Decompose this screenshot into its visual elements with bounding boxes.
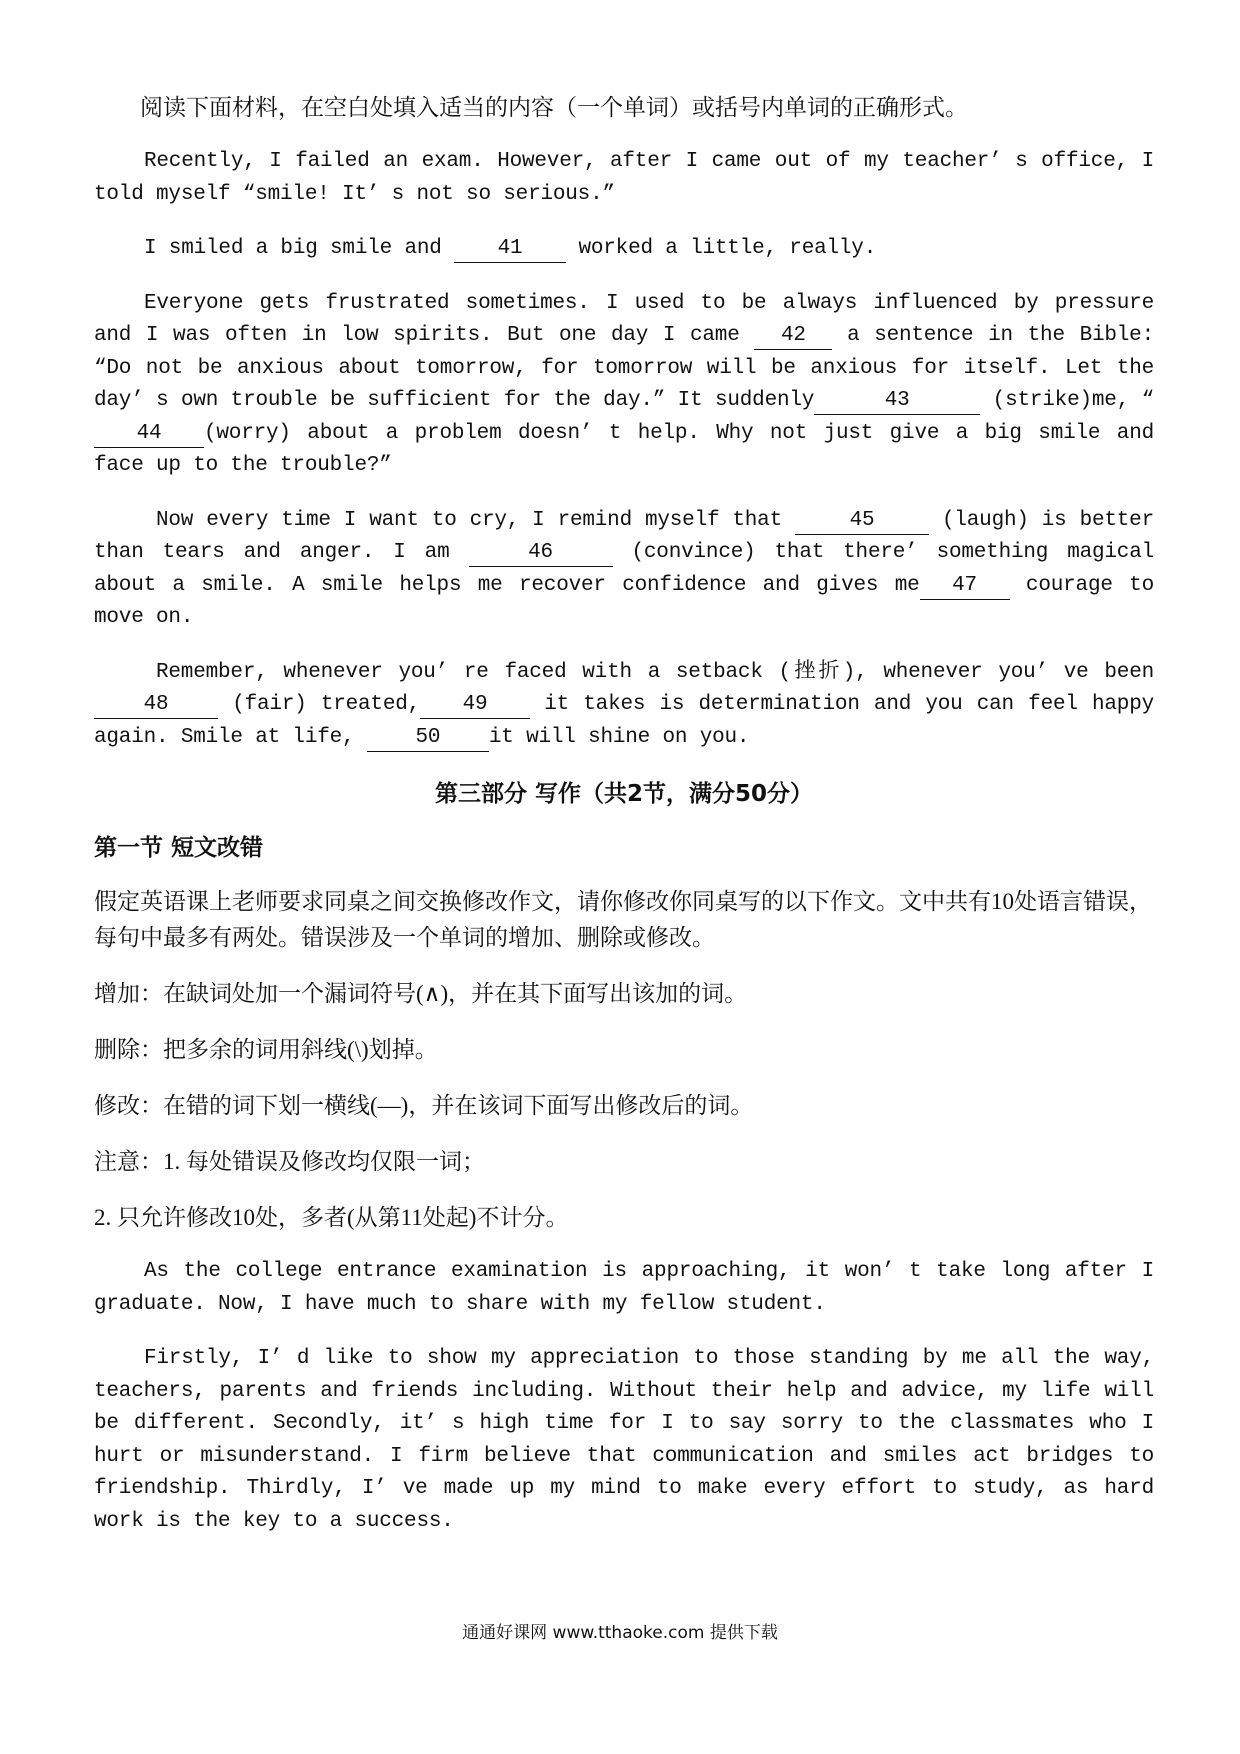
essay-paragraph-2: Firstly, I’ d like to show my appreciation to those standing by me all the way, teachers, parents and friends including. Without their help and advice, my life will be different. Secondly, it’ s high time for I to say sorry to the classmates who I hurt or misunderstand. I firm believe that communication and smiles act bridges to friendship. Thirdly, I’ ve made up my mind to make every effort to study, as hard work is the key to a success. bbox=[94, 1347, 1154, 1533]
text-segment: Everyone gets frustrated sometimes. I used to be always influenced by pressure and I was often in low spirits. But one day I came bbox=[94, 291, 1154, 347]
passage-paragraph-1: Recently, I failed an exam. However, after I came out of my teacher’ s office, I told myself “smile! It’ s not so serious.” bbox=[94, 150, 1154, 206]
text-segment: (convince) that there’ something magical about a smile. A smile helps me recover confidence and gives me bbox=[94, 541, 1155, 597]
text-segment: courage to move on. bbox=[94, 573, 1154, 629]
passage-paragraph-5 bbox=[94, 657, 1154, 755]
text-segment: (worry) about a problem doesn’ t help. Why not just give a big smile and face up to the trouble?” bbox=[94, 421, 1154, 477]
note-1: 注意：1. 每处错误及修改均仅限一词； bbox=[94, 1149, 485, 1174]
passage-paragraph-2 bbox=[94, 233, 1154, 266]
instruction: 阅读下面材料，在空白处填入适当的内容（一个单词）或括号内单词的正确形式。 bbox=[140, 95, 968, 120]
passage-paragraph-3 bbox=[94, 288, 1154, 483]
correction-intro: 假定英语课上老师要求同桌之间交换修改作文，请你修改你同桌写的以下作文。文中共有10处语言错误，每句中最多有两处。错误涉及一个单词的增加、删除或修改。 bbox=[94, 889, 1152, 950]
document-body bbox=[94, 90, 1154, 1538]
blank-49[interactable]: 49 bbox=[420, 692, 530, 719]
text-segment: worked a little, really. bbox=[566, 237, 877, 260]
rule-modify: 修改：在错的词下划一横线(—)，并在该词下面写出修改后的词。 bbox=[94, 1093, 754, 1118]
page-footer: 通通好课网 www.tthaoke.com 提供下载 bbox=[462, 1623, 778, 1643]
section-title: 第一节 短文改错 bbox=[94, 835, 264, 861]
text-segment: it takes is determination and you can feel happy again. Smile at life, bbox=[94, 693, 1154, 749]
blank-48[interactable]: 48 bbox=[94, 692, 218, 719]
blank-46[interactable]: 46 bbox=[469, 540, 613, 567]
text-segment: it will shine on you. bbox=[488, 725, 750, 749]
blank-43[interactable]: 43 bbox=[814, 388, 980, 415]
text-segment: I smiled a big smile and bbox=[144, 237, 455, 260]
text-segment: Remember, whenever you’ re faced with a setback (挫折), whenever you’ ve been bbox=[156, 660, 1154, 684]
blank-44[interactable]: 44 bbox=[94, 421, 204, 448]
text-segment: (fair) treated, bbox=[218, 693, 421, 716]
blank-45[interactable]: 45 bbox=[795, 508, 929, 535]
text-segment: a sentence in the Bible: “Do not be anxious about tomorrow, for tomorrow will be anxious for itself. Let the day’ s own trouble be sufficient for the day.” It suddenly bbox=[94, 324, 1154, 412]
rule-delete: 删除：把多余的词用斜线(\)划掉。 bbox=[94, 1037, 438, 1062]
essay-paragraph-1: As the college entrance examination is approaching, it won’ t take long after I graduate. Now, I have much to share with my fellow student. bbox=[94, 1260, 1154, 1316]
note-2: 2. 只允许修改10处，多者(从第11处起)不计分。 bbox=[94, 1205, 569, 1230]
text-segment: (strike)me, “ bbox=[980, 389, 1154, 412]
part3-title: 第三部分 写作（共2节，满分50分） bbox=[434, 781, 814, 807]
text-segment: (laugh) is better than tears and anger. I am bbox=[94, 508, 1154, 564]
blank-47[interactable]: 47 bbox=[920, 573, 1010, 600]
blank-41[interactable]: 41 bbox=[454, 236, 566, 263]
text-segment: Now every time I want to cry, I remind myself that bbox=[156, 508, 795, 532]
blank-50[interactable]: 50 bbox=[367, 725, 489, 752]
passage-paragraph-4 bbox=[94, 505, 1154, 635]
rule-add: 增加：在缺词处加一个漏词符号(∧)，并在其下面写出该加的词。 bbox=[94, 981, 748, 1006]
blank-42[interactable]: 42 bbox=[754, 323, 832, 350]
